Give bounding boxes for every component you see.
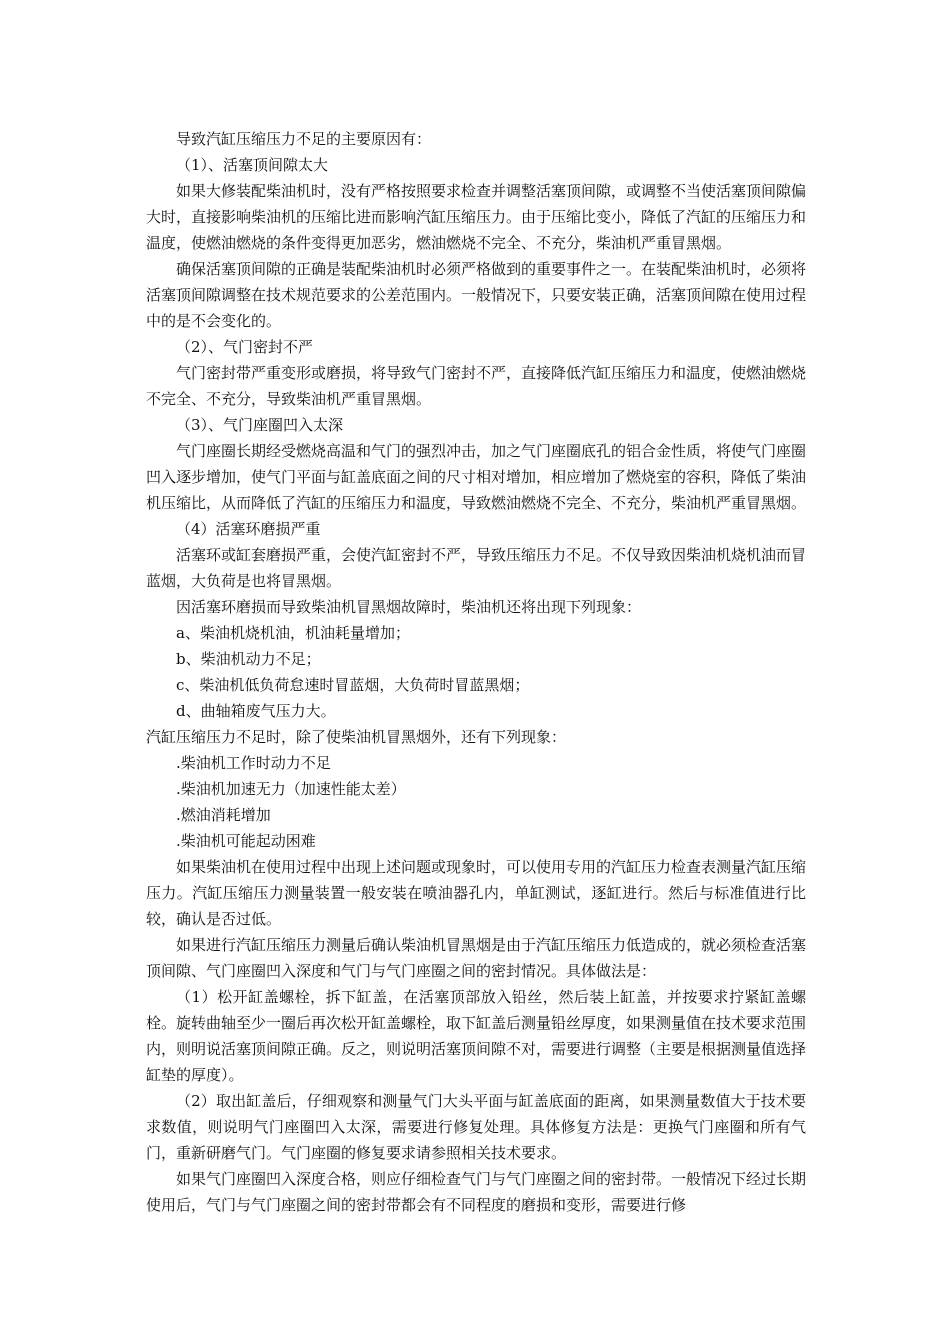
section-heading: （3）、气门座圈凹入太深 (176, 416, 344, 434)
list-item: .柴油机工作时动力不足 (176, 754, 331, 772)
section-heading: （1）、活塞顶间隙太大 (176, 156, 329, 174)
list-item: .柴油机加速无力（加速性能太差） (176, 780, 406, 798)
paragraph: 如果气门座圈凹入深度合格，则应仔细检查气门与气门座圈之间的密封带。一般情况下经过长期使用后，气门与气门座圈之间的密封带都会有不同程度的磨损和变形，需要进行修 (146, 1170, 807, 1214)
paragraph: 活塞环或缸套磨损严重，会使汽缸密封不严，导致压缩压力不足。不仅导致因柴油机烧机油而冒蓝烟，大负荷是也将冒黑烟。 (146, 546, 807, 590)
paragraph: 汽缸压缩压力不足时，除了使柴油机冒黑烟外，还有下列现象： (146, 728, 567, 746)
list-item: d、曲轴箱废气压力大。 (176, 702, 336, 720)
paragraph: 如果大修装配柴油机时，没有严格按照要求检查并调整活塞顶间隙，或调整不当使活塞顶间隙偏大时，直接影响柴油机的压缩比进而影响汽缸压缩压力。由于压缩比变小，降低了汽缸的压缩压力和温度，使燃油燃烧的条件变得更加恶劣，燃油燃烧不完全、不充分，柴油机严重冒黑烟。 (146, 182, 807, 252)
paragraph: 气门密封带严重变形或磨损，将导致气门密封不严，直接降低汽缸压缩压力和温度，使燃油燃烧不完全、不充分，导致柴油机严重冒黑烟。 (146, 364, 807, 408)
paragraph: （1）松开缸盖螺栓，拆下缸盖，在活塞顶部放入铅丝，然后装上缸盖，并按要求拧紧缸盖螺栓。旋转曲轴至少一圈后再次松开缸盖螺栓，取下缸盖后测量铅丝厚度，如果测量值在技术要求范围内，则明说活塞顶间隙正确。反之，则说明活塞顶间隙不对，需要进行调整（主要是根据测量值选择缸垫的厚度）。 (146, 988, 807, 1084)
paragraph: （2）取出缸盖后，仔细观察和测量气门大头平面与缸盖底面的距离，如果测量数值大于技术要求数值，则说明气门座圈凹入太深，需要进行修复处理。具体修复方法是：更换气门座圈和所有气门，重新研磨气门。气门座圈的修复要求请参照相关技术要求。 (146, 1092, 806, 1162)
section-heading: （2）、气门密封不严 (176, 338, 314, 356)
list-item: a、柴油机烧机油，机油耗量增加； (176, 624, 410, 642)
list-item: b、柴油机动力不足； (176, 650, 321, 668)
document-body (146, 126, 806, 1218)
list-item: .柴油机可能起动困难 (176, 832, 316, 850)
paragraph: 因活塞环磨损而导致柴油机冒黑烟故障时，柴油机还将出现下列现象： (176, 598, 642, 616)
paragraph: 如果柴油机在使用过程中出现上述问题或现象时，可以使用专用的汽缸压力检查表测量汽缸压缩压力。汽缸压缩压力测量装置一般安装在喷油器孔内，单缸测试，逐缸进行。然后与标准值进行比较，确认是否过低。 (146, 858, 807, 928)
list-item: .燃油消耗增加 (176, 806, 271, 824)
list-item: c、柴油机低负荷怠速时冒蓝烟，大负荷时冒蓝黑烟； (176, 676, 530, 694)
paragraph: 气门座圈长期经受燃烧高温和气门的强烈冲击，加之气门座圈底孔的铝合金性质，将使气门座圈凹入逐步增加，使气门平面与缸盖底面之间的尺寸相对增加，相应增加了燃烧室的容积，降低了柴油机压缩比，从而降低了汽缸的压缩压力和温度，导致燃油燃烧不完全、不充分，柴油机严重冒黑烟。 (146, 442, 807, 512)
paragraph: 导致汽缸压缩压力不足的主要原因有： (176, 130, 432, 148)
paragraph: 如果进行汽缸压缩压力测量后确认柴油机冒黑烟是由于汽缸压缩压力低造成的，就必须检查活塞顶间隙、气门座圈凹入深度和气门与气门座圈之间的密封情况。具体做法是： (146, 936, 807, 980)
section-heading: （4）活塞环磨损严重 (176, 520, 321, 538)
paragraph: 确保活塞顶间隙的正确是装配柴油机时必须严格做到的重要事件之一。在装配柴油机时，必须将活塞顶间隙调整在技术规范要求的公差范围内。一般情况下，只要安装正确，活塞顶间隙在使用过程中的是不会变化的。 (146, 260, 807, 330)
